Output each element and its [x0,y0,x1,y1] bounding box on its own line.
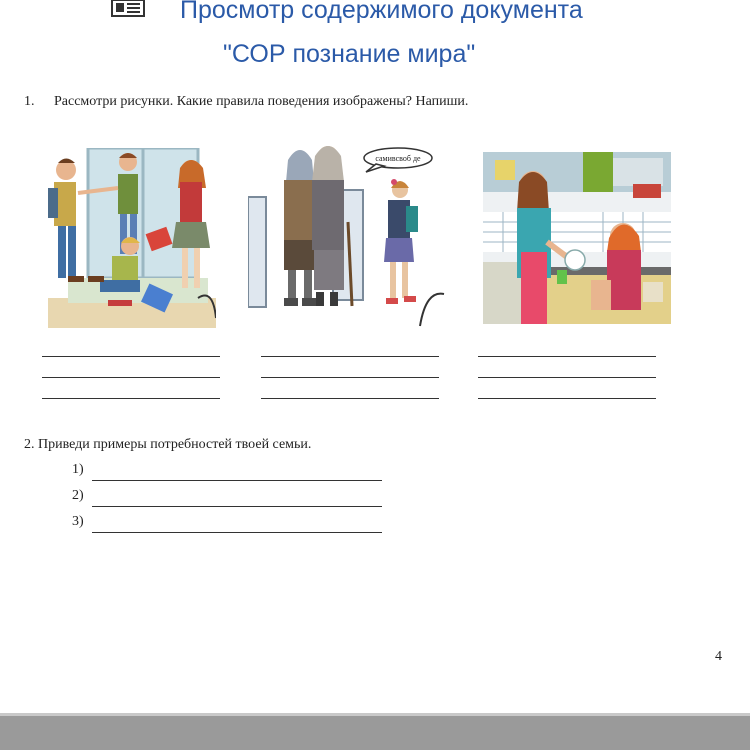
document-view-title: Просмотр содержимого документа [180,0,583,24]
answer-line[interactable] [92,506,382,507]
answer-line[interactable] [92,480,382,481]
list-item-number: 3) [72,514,84,529]
girls-washing-dishes-illustration [483,152,671,324]
answer-line[interactable] [92,532,382,533]
answer-line[interactable] [478,356,656,357]
question-1 [24,94,468,110]
answer-line[interactable] [42,377,220,378]
document-name-title: "СОР познание мира" [223,40,476,68]
answer-line[interactable] [261,398,439,399]
page-number: 4 [715,649,722,664]
children-in-classroom-illustration [48,148,216,328]
speech-bubble-text: сaмивсвоб дe [375,154,421,163]
elderly-women-and-girl-illustration [248,142,448,328]
answer-line[interactable] [42,356,220,357]
bottom-bar [0,713,750,750]
list-item-number: 2) [72,488,84,503]
question-2-text: 2. Приведи примеры потребностей твоей семьи. [24,437,312,452]
answer-line[interactable] [42,398,220,399]
answer-line[interactable] [261,356,439,357]
question-1-number: 1. [24,94,35,109]
answer-line[interactable] [261,377,439,378]
question-1-text: Рассмотри рисунки. Какие правила поведения изображены? Напиши. [54,94,469,109]
answer-line[interactable] [478,398,656,399]
bottom-bar-edge [0,713,750,716]
answer-line[interactable] [478,377,656,378]
list-item-number: 1) [72,462,84,477]
